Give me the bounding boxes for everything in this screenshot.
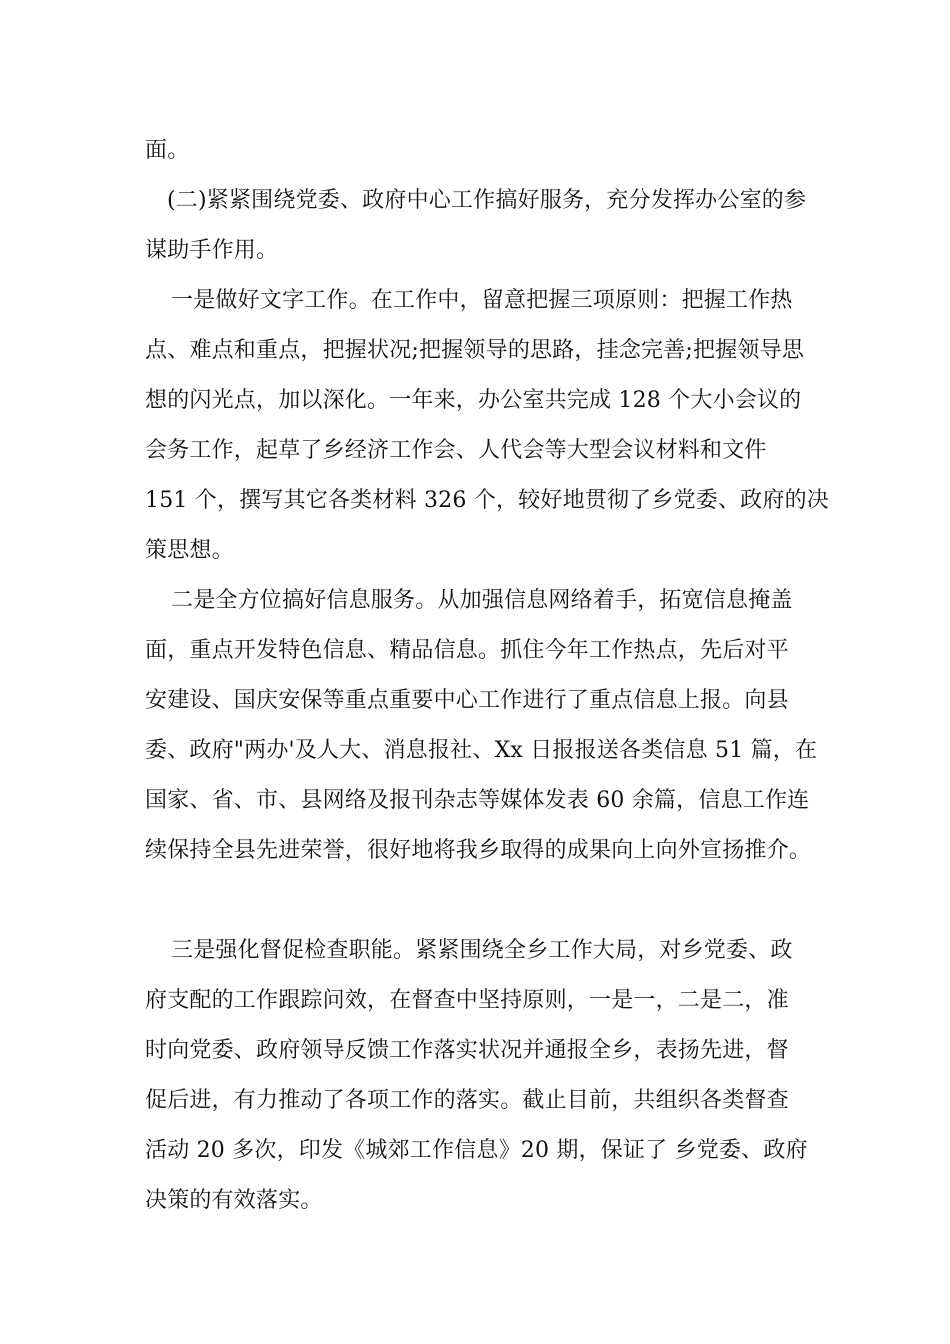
paragraph-first-line: 三是强化督促检查职能。紧紧围绕全乡工作大局，对乡党委、政 [171,938,793,963]
text-line: 时向党委、政府领导反馈工作落实状况并通报全乡，表扬先进，督 [145,1038,789,1063]
text-line: 面，重点开发特色信息、精品信息。抓住今年工作热点，先后对平 [145,638,789,663]
text-line: 续保持全县先进荣誉，很好地将我乡取得的成果向上向外宣扬推介。 [145,838,812,863]
text-line: 会务工作，起草了乡经济工作会、人代会等大型会议材料和文件 [145,438,767,463]
text-line: 国家、省、市、县网络及报刊杂志等媒体发表 60 余篇，信息工作连 [145,788,810,813]
text-line: 决策的有效落实。 [145,1188,323,1213]
document-page [145,126,829,1226]
text-line: 府支配的工作跟踪问效，在督查中坚持原则，一是一，二是二，准 [145,988,789,1013]
text-line: 点、难点和重点，把握状况;把握领导的思路，挂念完善;把握领导思 [145,338,805,363]
text-line: 想的闪光点，加以深化。一年来，办公室共完成 128 个大小会议的 [145,388,802,413]
text-line: 面。 [145,138,190,163]
paragraph-first-line: 二是全方位搞好信息服务。从加强信息网络着手，拓宽信息掩盖 [171,588,793,613]
text-line: 安建设、国庆安保等重点重要中心工作进行了重点信息上报。向县 [145,688,789,713]
text-line: 委、政府"两办'及人大、消息报社、Xx 日报报送各类信息 51 篇，在 [145,738,818,763]
paragraph-gap [145,876,810,926]
text-line: 151 个，撰写其它各类材料 326 个，较好地贯彻了乡党委、政府的决 [145,488,829,513]
paragraph-first-line: (二)紧紧围绕党委、政府中心工作搞好服务，充分发挥办公室的参 [167,188,807,213]
text-line: 活动 20 多次，印发《城郊工作信息》20 期，保证了 乡党委、政府 [145,1138,808,1163]
text-line: 促后进，有力推动了各项工作的落实。截止目前，共组织各类督查 [145,1088,789,1113]
text-line: 策思想。 [145,538,234,563]
paragraph-first-line: 一是做好文字工作。在工作中，留意把握三项原则：把握工作热 [171,288,793,313]
text-line: 谋助手作用。 [145,238,279,263]
